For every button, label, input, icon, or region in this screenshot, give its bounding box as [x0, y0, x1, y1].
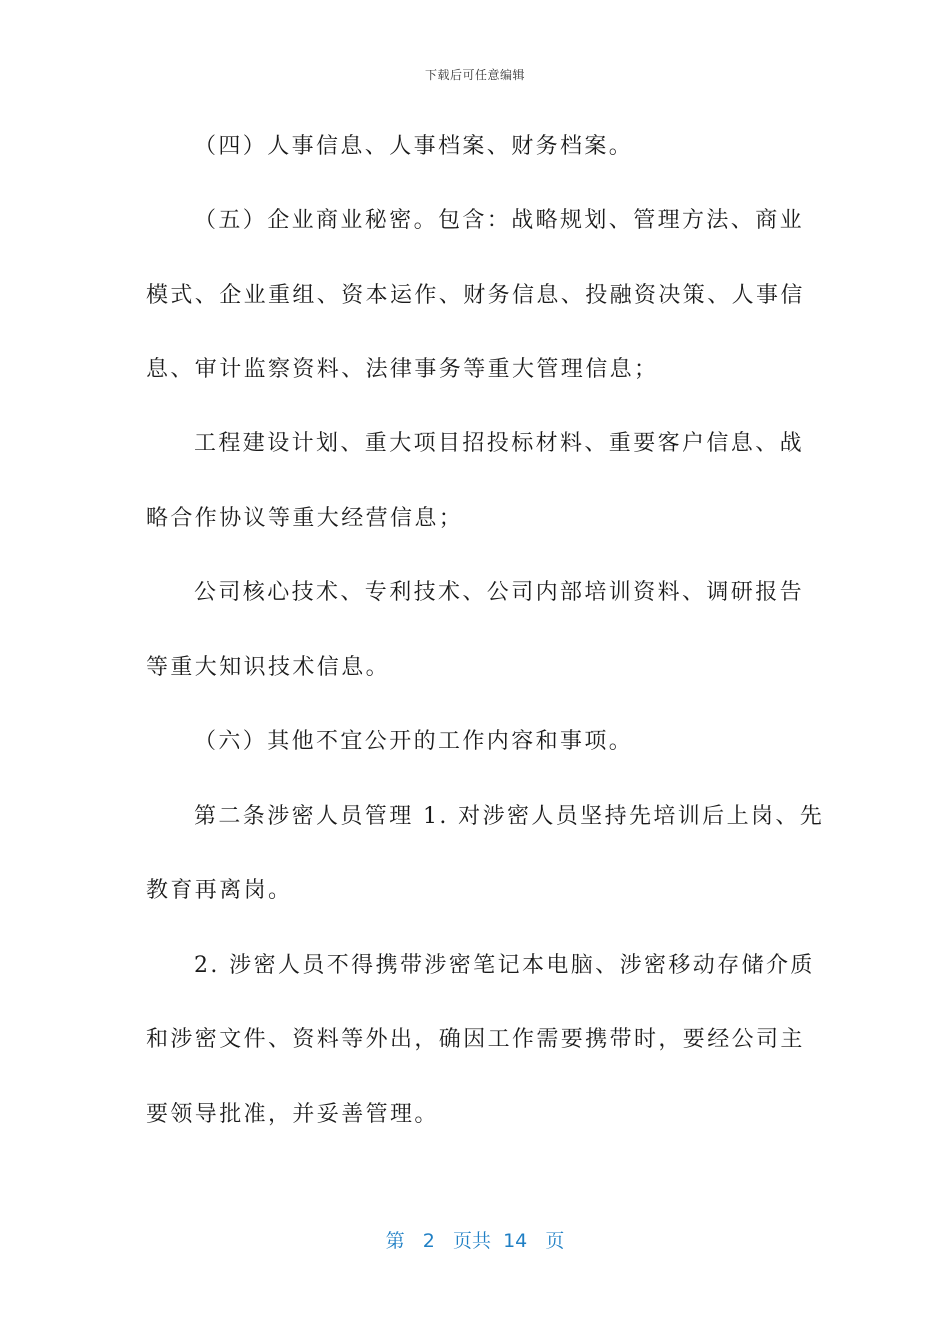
page-total-number: 14: [503, 1230, 528, 1252]
paragraph-line: 公司核心技术、专利技术、公司内部培训资料、调研报告: [194, 580, 805, 605]
paragraph-line: 略合作协议等重大经营信息；: [146, 506, 464, 531]
page-label-mid: 页共: [452, 1230, 491, 1252]
paragraph-line: （四）人事信息、人事档案、财务档案。: [194, 134, 634, 159]
page-footer: [0, 1226, 950, 1253]
paragraph-line: 教育再离岗。: [146, 878, 293, 903]
paragraph-line: 2. 涉密人员不得携带涉密笔记本电脑、涉密移动存储介质: [194, 953, 815, 978]
paragraph-line: （六）其他不宜公开的工作内容和事项。: [194, 729, 634, 754]
page-label-prefix: 第: [385, 1230, 405, 1252]
paragraph-line: （五）企业商业秘密。包含：战略规划、管理方法、商业: [194, 208, 805, 233]
page-header: 下载后可任意编辑: [424, 68, 525, 82]
paragraph-line: 第二条涉密人员管理 1. 对涉密人员坚持先培训后上岗、先: [194, 804, 825, 829]
page-current-number: 2: [422, 1230, 435, 1252]
paragraph-line: 等重大知识技术信息。: [146, 655, 391, 680]
paragraph-line: 息、审计监察资料、法律事务等重大管理信息；: [146, 357, 659, 382]
paragraph-line: 要领导批准，并妥善管理。: [146, 1102, 439, 1127]
paragraph-line: 和涉密文件、资料等外出，确因工作需要携带时，要经公司主: [146, 1027, 805, 1052]
paragraph-line: 模式、企业重组、资本运作、财务信息、投融资决策、人事信: [146, 283, 805, 308]
page-label-suffix: 页: [545, 1230, 565, 1252]
paragraph-line: 工程建设计划、重大项目招投标材料、重要客户信息、战: [194, 431, 805, 456]
